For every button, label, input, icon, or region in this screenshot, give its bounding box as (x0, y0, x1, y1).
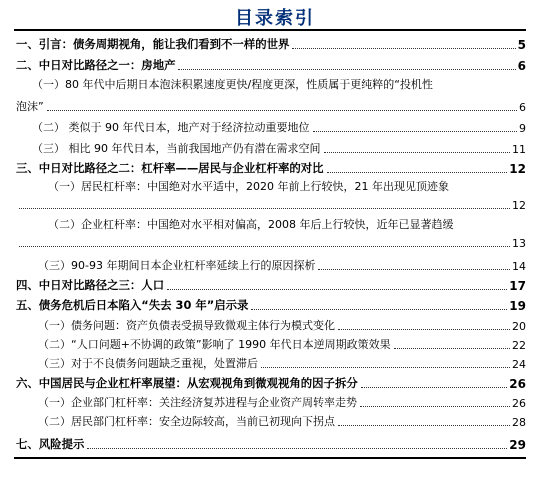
dot-leader (318, 269, 510, 270)
dot-leader (47, 110, 517, 111)
toc-entry-3-1-line1[interactable]: （一）居民杠杆率：中国绝对水平适中，2020 年前上行较快，21 年出现见顶迹象 (48, 180, 449, 193)
toc-entry-6-1[interactable] (16, 394, 526, 410)
toc-entry-label: （三）对于不良债务问题缺乏重视，处置滞后 (38, 357, 258, 370)
bottom-rule (14, 457, 526, 459)
toc-entry-3-3[interactable] (16, 257, 526, 273)
toc-entry-2-1-line1[interactable]: （一）80 年代中后期日本泡沫积累速度更快/程度更深，性质属于更纯粹的“投机性 (32, 78, 433, 91)
toc-entry-label: （三）90-93 年期间日本企业杠杆率延续上行的原因探析 (38, 259, 316, 272)
toc-entry-label: （二）居民部门杠杆率：安全边际较高，当前已初现向下拐点 (38, 415, 335, 428)
toc-entry-section-3[interactable] (16, 160, 526, 176)
dot-leader (360, 406, 510, 407)
toc-entry-2-2[interactable] (16, 119, 526, 135)
dot-leader (167, 289, 507, 290)
toc-page-number: 6 (517, 59, 526, 73)
toc-entry-label: （三） 相比 90 年代日本，当前我国地产仍有潜在需求空间 (32, 142, 321, 155)
toc-title: 目录索引 (235, 8, 315, 29)
toc-entry-section-2[interactable] (16, 57, 526, 73)
toc-entry-section-7[interactable] (16, 436, 526, 452)
toc-entry-section-6[interactable] (16, 375, 526, 391)
toc-page-number: 17 (509, 279, 526, 293)
toc-entry-3-1-line2[interactable] (16, 199, 526, 212)
dot-leader (292, 48, 515, 49)
toc-entry-2-1-line2[interactable] (16, 98, 526, 114)
toc-page-number: 13 (512, 237, 526, 250)
toc-entry-label: 六、中国居民与企业杠杆率展望：从宏观视角到微观视角的因子拆分 (16, 376, 358, 390)
toc-entry-5-1[interactable] (16, 317, 526, 333)
dot-leader (19, 208, 510, 209)
dot-leader (327, 172, 508, 173)
toc-page-number: 9 (519, 122, 526, 135)
toc-entry-label: 五、债务危机后日本陷入“失去 30 年”启示录 (16, 298, 249, 312)
toc-page-number: 28 (512, 416, 526, 429)
dot-leader (338, 425, 510, 426)
toc-page-number: 24 (512, 358, 526, 371)
toc-entry-label: （二） 类似于 90 年代日本，地产对于经济拉动重要地位 (32, 121, 310, 134)
toc-entry-5-3[interactable] (16, 355, 526, 371)
dot-leader (313, 131, 518, 132)
dot-leader (361, 387, 508, 388)
toc-entry-3-2-line2[interactable] (16, 237, 526, 250)
toc-entry-label: 泡沫” (16, 100, 44, 113)
toc-page-number: 22 (512, 339, 526, 352)
toc-page-number: 29 (509, 438, 526, 452)
dot-leader (324, 152, 511, 153)
dot-leader (338, 329, 510, 330)
toc-entry-6-2[interactable] (16, 413, 526, 429)
dot-leader (394, 348, 510, 349)
toc-entry-2-3[interactable] (16, 140, 526, 156)
toc-entry-3-2-line1[interactable]: （二）企业杠杆率：中国绝对水平相对偏高，2008 年后上行较快，近年已显著趋缓 (48, 218, 454, 231)
toc-page-number: 5 (517, 38, 526, 52)
toc-entry-5-2[interactable] (16, 336, 526, 352)
toc-entry-label: （一）债务问题：资产负债表受损导致微观主体行为模式变化 (38, 319, 335, 332)
toc-page-number: 6 (519, 101, 526, 114)
dot-leader (19, 246, 510, 247)
dot-leader (251, 309, 507, 310)
toc-entry-label: 三、中日对比路径之二：杠杆率——居民与企业杠杆率的对比 (16, 161, 324, 175)
toc-entry-label: 二、中日对比路径之一：房地产 (16, 58, 176, 72)
toc-entry-section-4[interactable] (16, 277, 526, 293)
dot-leader (178, 69, 515, 70)
toc-page-number: 12 (509, 162, 526, 176)
toc-page-number: 12 (512, 199, 526, 212)
toc-page-number: 26 (512, 397, 526, 410)
toc-entry-section-1[interactable] (16, 36, 526, 52)
toc-entry-label: 四、中日对比路径之三：人口 (16, 278, 165, 292)
dot-leader (261, 367, 510, 368)
toc-entry-section-5[interactable] (16, 297, 526, 313)
toc-page-number: 11 (512, 143, 526, 156)
toc-page-number: 19 (509, 299, 526, 313)
toc-page-number: 26 (509, 377, 526, 391)
toc-page-number: 20 (512, 320, 526, 333)
dot-leader (87, 448, 507, 449)
toc-entry-label: 一、引言：债务周期视角，能让我们看到不一样的世界 (16, 37, 290, 51)
toc-entry-label: 七、风险提示 (16, 437, 85, 451)
toc-entry-label: （一）企业部门杠杆率：关注经济复苏进程与企业资产周转率走势 (38, 396, 357, 409)
toc-page-number: 14 (512, 260, 526, 273)
toc-entry-label: （二）“人口问题+不协调的政策”影响了 1990 年代日本逆周期政策效果 (38, 338, 391, 351)
top-rule (14, 29, 526, 31)
